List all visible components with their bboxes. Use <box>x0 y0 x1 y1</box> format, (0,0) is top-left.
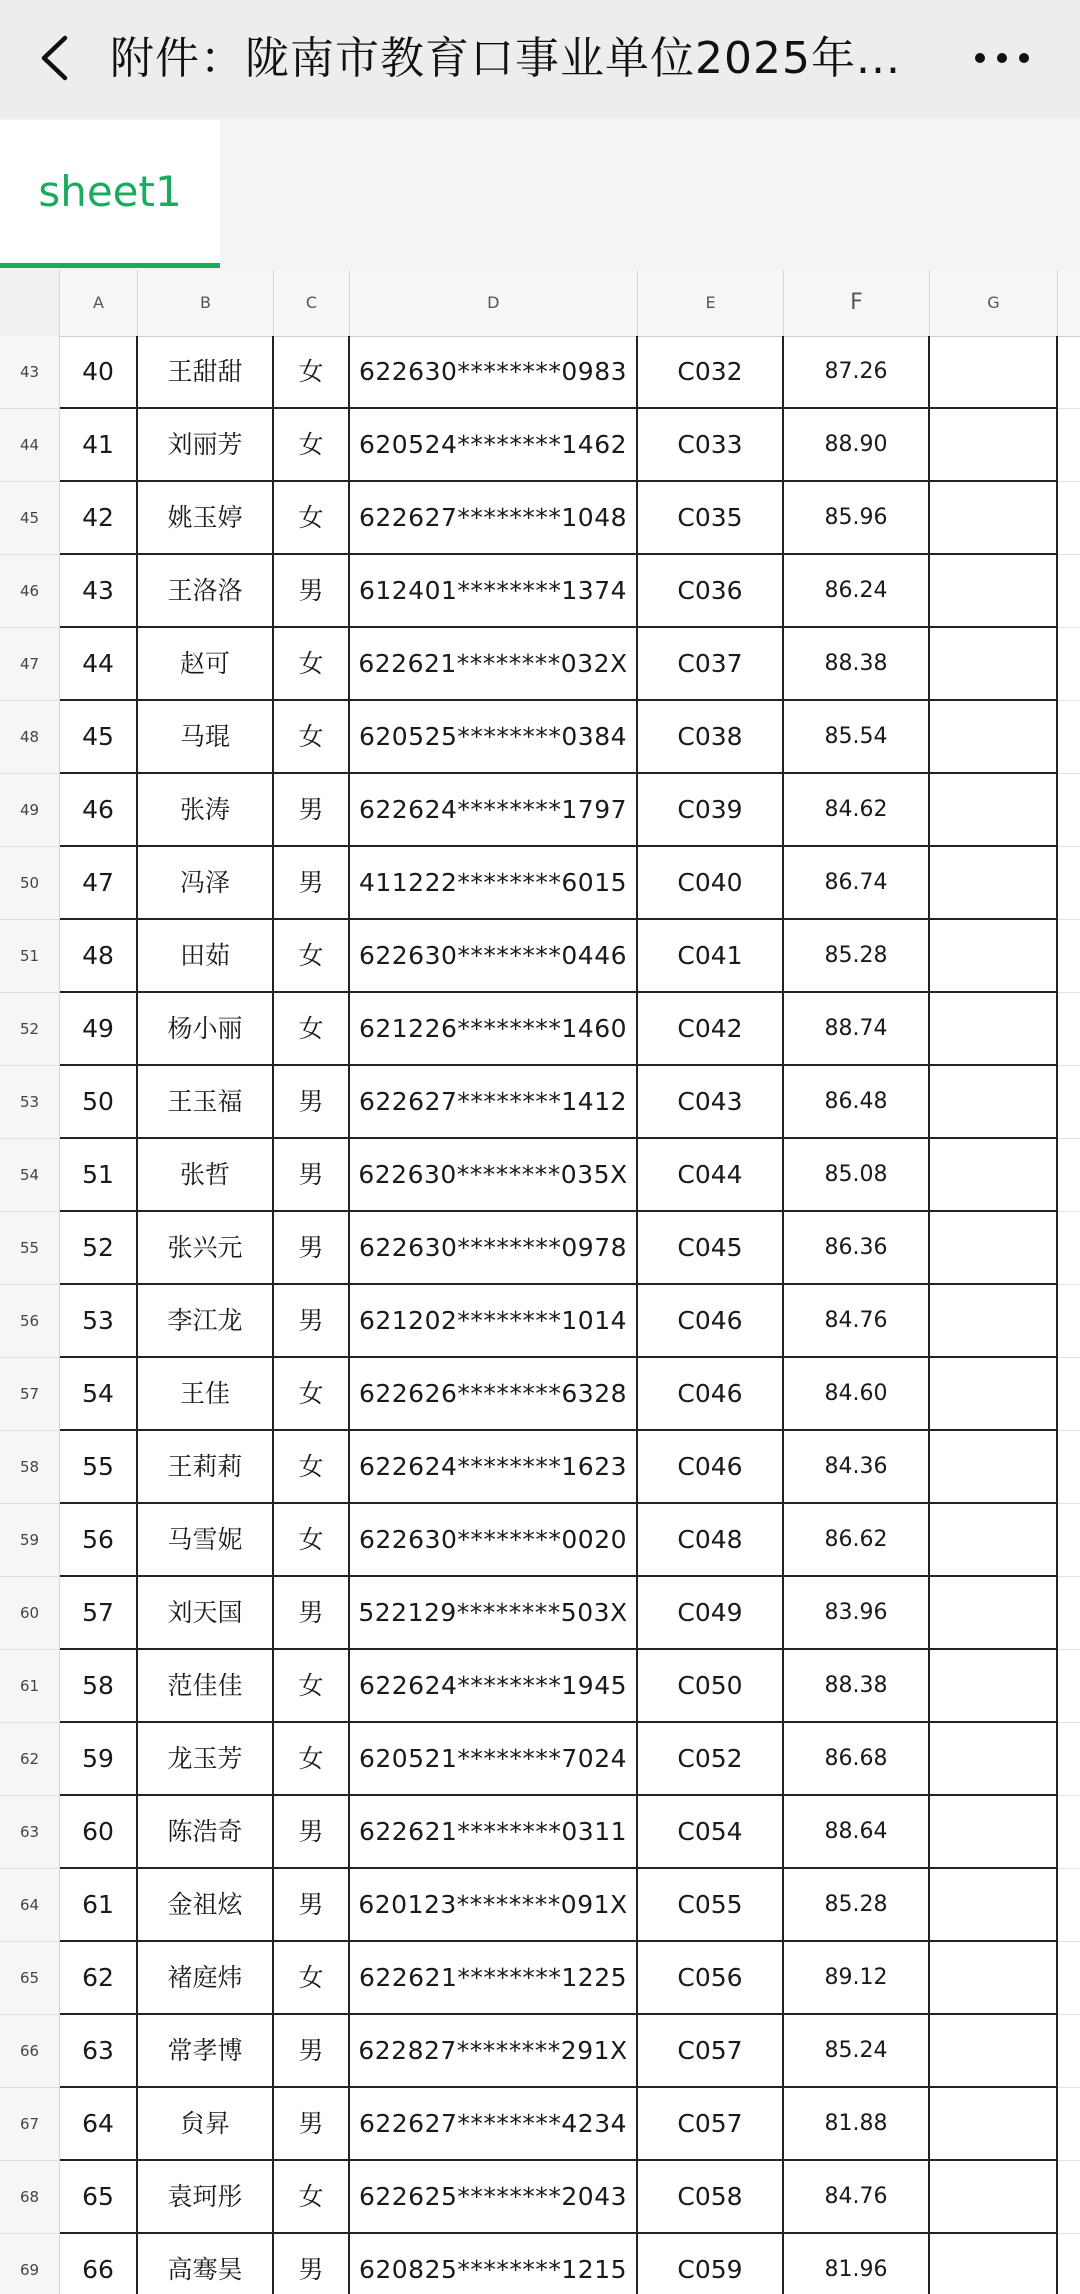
cell-b[interactable]: 陈浩奇 <box>138 1796 274 1869</box>
cell-d[interactable]: 622624********1945 <box>350 1650 638 1723</box>
row-number[interactable]: 43 <box>0 336 60 409</box>
cell-c[interactable]: 男 <box>274 2088 350 2161</box>
table-row[interactable] <box>0 1358 1080 1431</box>
tab-sheet1-label: sheet1 <box>38 167 182 216</box>
cell-g[interactable] <box>930 1504 1058 1577</box>
row-number[interactable]: 57 <box>0 1358 60 1431</box>
cell-g[interactable] <box>930 2234 1058 2294</box>
cell-f[interactable]: 84.76 <box>784 1285 930 1358</box>
table-row[interactable] <box>0 1650 1080 1723</box>
row-number[interactable]: 47 <box>0 628 60 701</box>
cell-g[interactable] <box>930 920 1058 993</box>
cell-e[interactable]: C041 <box>638 920 784 993</box>
cell-a[interactable]: 54 <box>60 1358 138 1431</box>
cell-e[interactable]: C046 <box>638 1285 784 1358</box>
column-header-c[interactable]: C <box>274 270 350 336</box>
cell-g[interactable] <box>930 1796 1058 1869</box>
cell-h[interactable] <box>1058 1504 1080 1577</box>
cell-e[interactable]: C044 <box>638 1139 784 1212</box>
table-row[interactable] <box>0 1285 1080 1358</box>
cell-c[interactable]: 女 <box>274 482 350 555</box>
cell-a[interactable]: 61 <box>60 1869 138 1942</box>
cell-h[interactable] <box>1058 774 1080 847</box>
column-header-d[interactable]: D <box>350 270 638 336</box>
column-header-row <box>0 270 1080 337</box>
cell-f[interactable]: 88.38 <box>784 628 930 701</box>
cell-g[interactable] <box>930 993 1058 1066</box>
row-number[interactable]: 44 <box>0 409 60 482</box>
cell-f[interactable]: 87.26 <box>784 336 930 409</box>
cell-g[interactable] <box>930 1212 1058 1285</box>
row-number[interactable]: 50 <box>0 847 60 920</box>
cell-g[interactable] <box>930 701 1058 774</box>
row-number[interactable]: 59 <box>0 1504 60 1577</box>
cell-g[interactable] <box>930 1650 1058 1723</box>
cell-h[interactable] <box>1058 1285 1080 1358</box>
row-number[interactable]: 49 <box>0 774 60 847</box>
cell-b[interactable]: 褚庭炜 <box>138 1942 274 2015</box>
row-number[interactable]: 48 <box>0 701 60 774</box>
cell-e[interactable]: C043 <box>638 1066 784 1139</box>
cell-a[interactable]: 60 <box>60 1796 138 1869</box>
row-number[interactable]: 52 <box>0 993 60 1066</box>
cell-f[interactable]: 85.28 <box>784 920 930 993</box>
cell-b[interactable]: 张哲 <box>138 1139 274 1212</box>
back-button[interactable] <box>28 30 80 86</box>
cell-f[interactable]: 88.64 <box>784 1796 930 1869</box>
cell-b[interactable]: 赵可 <box>138 628 274 701</box>
cell-a[interactable]: 51 <box>60 1139 138 1212</box>
cell-a[interactable]: 47 <box>60 847 138 920</box>
cell-f[interactable]: 83.96 <box>784 1577 930 1650</box>
cell-f[interactable]: 81.96 <box>784 2234 930 2294</box>
cell-h[interactable] <box>1058 1066 1080 1139</box>
cell-c[interactable]: 男 <box>274 1796 350 1869</box>
cell-c[interactable]: 男 <box>274 2015 350 2088</box>
cell-b[interactable]: 刘天国 <box>138 1577 274 1650</box>
cell-d[interactable]: 612401********1374 <box>350 555 638 628</box>
table-row[interactable] <box>0 1139 1080 1212</box>
cell-c[interactable]: 男 <box>274 555 350 628</box>
cell-e[interactable]: C045 <box>638 1212 784 1285</box>
cell-c[interactable]: 女 <box>274 1650 350 1723</box>
cell-c[interactable]: 男 <box>274 1212 350 1285</box>
cell-b[interactable]: 马琨 <box>138 701 274 774</box>
cell-f[interactable]: 81.88 <box>784 2088 930 2161</box>
cell-a[interactable]: 48 <box>60 920 138 993</box>
cell-d[interactable]: 522129********503X <box>350 1577 638 1650</box>
cell-g[interactable] <box>930 1723 1058 1796</box>
cell-h[interactable] <box>1058 1358 1080 1431</box>
cell-f[interactable]: 86.62 <box>784 1504 930 1577</box>
cell-b[interactable]: 张涛 <box>138 774 274 847</box>
cell-c[interactable]: 女 <box>274 1942 350 2015</box>
table-row[interactable] <box>0 701 1080 774</box>
cell-b[interactable]: 范佳佳 <box>138 1650 274 1723</box>
cell-h[interactable] <box>1058 993 1080 1066</box>
cell-e[interactable]: C038 <box>638 701 784 774</box>
cell-d[interactable]: 622627********1412 <box>350 1066 638 1139</box>
table-row[interactable] <box>0 1431 1080 1504</box>
cell-f[interactable]: 85.24 <box>784 2015 930 2088</box>
table-row[interactable] <box>0 2161 1080 2234</box>
row-number[interactable]: 58 <box>0 1431 60 1504</box>
row-number[interactable]: 51 <box>0 920 60 993</box>
cell-h[interactable] <box>1058 555 1080 628</box>
cell-e[interactable]: C048 <box>638 1504 784 1577</box>
row-number[interactable]: 53 <box>0 1066 60 1139</box>
more-horizontal-icon <box>974 52 1030 64</box>
cell-a[interactable]: 53 <box>60 1285 138 1358</box>
column-header-g[interactable]: G <box>930 270 1058 336</box>
row-number[interactable]: 69 <box>0 2234 60 2294</box>
table-row[interactable] <box>0 555 1080 628</box>
cell-f[interactable]: 88.90 <box>784 409 930 482</box>
cell-c[interactable]: 男 <box>274 1869 350 1942</box>
cell-b[interactable]: 李江龙 <box>138 1285 274 1358</box>
cell-b[interactable]: 王莉莉 <box>138 1431 274 1504</box>
cell-b[interactable]: 田茹 <box>138 920 274 993</box>
cell-d[interactable]: 622627********1048 <box>350 482 638 555</box>
cell-d[interactable]: 620525********0384 <box>350 701 638 774</box>
cell-h[interactable] <box>1058 920 1080 993</box>
cell-e[interactable]: C033 <box>638 409 784 482</box>
table-row[interactable] <box>0 847 1080 920</box>
cell-a[interactable]: 62 <box>60 1942 138 2015</box>
cell-g[interactable] <box>930 2015 1058 2088</box>
cell-h[interactable] <box>1058 2015 1080 2088</box>
cell-d[interactable]: 622627********4234 <box>350 2088 638 2161</box>
cell-b[interactable]: 金祖炫 <box>138 1869 274 1942</box>
cell-b[interactable]: 高骞昊 <box>138 2234 274 2294</box>
cell-h[interactable] <box>1058 336 1080 409</box>
cell-g[interactable] <box>930 409 1058 482</box>
cell-e[interactable]: C054 <box>638 1796 784 1869</box>
cell-h[interactable] <box>1058 1139 1080 1212</box>
row-number[interactable]: 63 <box>0 1796 60 1869</box>
cell-d[interactable]: 621226********1460 <box>350 993 638 1066</box>
spreadsheet-grid[interactable] <box>0 270 1080 2294</box>
cell-a[interactable]: 56 <box>60 1504 138 1577</box>
cell-d[interactable]: 622630********0446 <box>350 920 638 993</box>
cell-e[interactable]: C058 <box>638 2161 784 2234</box>
cell-a[interactable]: 58 <box>60 1650 138 1723</box>
cell-g[interactable] <box>930 2088 1058 2161</box>
cell-e[interactable]: C035 <box>638 482 784 555</box>
cell-d[interactable]: 621202********1014 <box>350 1285 638 1358</box>
cell-f[interactable]: 86.24 <box>784 555 930 628</box>
cell-a[interactable]: 42 <box>60 482 138 555</box>
cell-f[interactable]: 86.48 <box>784 1066 930 1139</box>
table-row[interactable] <box>0 2088 1080 2161</box>
table-row[interactable] <box>0 482 1080 555</box>
cell-c[interactable]: 男 <box>274 1285 350 1358</box>
cell-a[interactable]: 43 <box>60 555 138 628</box>
cell-e[interactable]: C057 <box>638 2015 784 2088</box>
row-number[interactable]: 62 <box>0 1723 60 1796</box>
cell-b[interactable]: 刘丽芳 <box>138 409 274 482</box>
cell-d[interactable]: 622630********0020 <box>350 1504 638 1577</box>
cell-a[interactable]: 40 <box>60 336 138 409</box>
cell-b[interactable]: 贠昇 <box>138 2088 274 2161</box>
cell-g[interactable] <box>930 336 1058 409</box>
table-row[interactable] <box>0 993 1080 1066</box>
cell-f[interactable]: 88.38 <box>784 1650 930 1723</box>
sheet-tab-strip <box>0 118 1080 270</box>
cell-a[interactable]: 46 <box>60 774 138 847</box>
cell-a[interactable]: 55 <box>60 1431 138 1504</box>
cell-c[interactable]: 男 <box>274 774 350 847</box>
cell-h[interactable] <box>1058 1431 1080 1504</box>
cell-g[interactable] <box>930 482 1058 555</box>
cell-b[interactable]: 王甜甜 <box>138 336 274 409</box>
more-options-button[interactable] <box>962 30 1042 86</box>
cell-b[interactable]: 袁珂彤 <box>138 2161 274 2234</box>
row-number[interactable]: 67 <box>0 2088 60 2161</box>
row-number[interactable]: 65 <box>0 1942 60 2015</box>
row-number[interactable]: 54 <box>0 1139 60 1212</box>
cell-a[interactable]: 59 <box>60 1723 138 1796</box>
cell-h[interactable] <box>1058 1869 1080 1942</box>
cell-f[interactable]: 84.60 <box>784 1358 930 1431</box>
cell-e[interactable]: C057 <box>638 2088 784 2161</box>
cell-b[interactable]: 马雪妮 <box>138 1504 274 1577</box>
table-row[interactable] <box>0 2015 1080 2088</box>
cell-d[interactable]: 622626********6328 <box>350 1358 638 1431</box>
cell-h[interactable] <box>1058 847 1080 920</box>
row-number[interactable]: 60 <box>0 1577 60 1650</box>
cell-h[interactable] <box>1058 628 1080 701</box>
chevron-left-icon <box>39 35 69 81</box>
cell-d[interactable]: 622621********1225 <box>350 1942 638 2015</box>
cell-d[interactable]: 622625********2043 <box>350 2161 638 2234</box>
cell-g[interactable] <box>930 555 1058 628</box>
row-number[interactable]: 61 <box>0 1650 60 1723</box>
tab-sheet1[interactable] <box>0 120 220 268</box>
cell-f[interactable]: 84.36 <box>784 1431 930 1504</box>
cell-g[interactable] <box>930 1139 1058 1212</box>
cell-d[interactable]: 622630********0978 <box>350 1212 638 1285</box>
cell-a[interactable]: 57 <box>60 1577 138 1650</box>
cell-g[interactable] <box>930 1869 1058 1942</box>
row-number[interactable]: 46 <box>0 555 60 628</box>
cell-f[interactable]: 86.68 <box>784 1723 930 1796</box>
cell-f[interactable]: 84.62 <box>784 774 930 847</box>
cell-b[interactable]: 冯泽 <box>138 847 274 920</box>
cell-e[interactable]: C039 <box>638 774 784 847</box>
cell-c[interactable]: 女 <box>274 336 350 409</box>
cell-g[interactable] <box>930 774 1058 847</box>
cell-a[interactable]: 41 <box>60 409 138 482</box>
cell-e[interactable]: C056 <box>638 1942 784 2015</box>
table-row[interactable] <box>0 774 1080 847</box>
table-row[interactable] <box>0 1796 1080 1869</box>
table-row[interactable] <box>0 1869 1080 1942</box>
cell-c[interactable]: 男 <box>274 847 350 920</box>
cell-g[interactable] <box>930 1942 1058 2015</box>
cell-c[interactable]: 女 <box>274 1431 350 1504</box>
cell-d[interactable]: 622624********1797 <box>350 774 638 847</box>
cell-f[interactable]: 85.28 <box>784 1869 930 1942</box>
cell-a[interactable]: 63 <box>60 2015 138 2088</box>
cell-c[interactable]: 男 <box>274 1139 350 1212</box>
cell-c[interactable]: 女 <box>274 1723 350 1796</box>
table-row[interactable] <box>0 2234 1080 2294</box>
column-header-e[interactable]: E <box>638 270 784 336</box>
cell-b[interactable]: 常孝博 <box>138 2015 274 2088</box>
column-header-a[interactable]: A <box>60 270 138 336</box>
cell-e[interactable]: C032 <box>638 336 784 409</box>
cell-c[interactable]: 女 <box>274 2161 350 2234</box>
cell-f[interactable]: 88.74 <box>784 993 930 1066</box>
top-navigation-bar <box>0 0 1080 118</box>
cell-e[interactable]: C050 <box>638 1650 784 1723</box>
cell-d[interactable]: 622827********291X <box>350 2015 638 2088</box>
cell-d[interactable]: 622621********0311 <box>350 1796 638 1869</box>
cell-a[interactable]: 64 <box>60 2088 138 2161</box>
table-row[interactable] <box>0 1723 1080 1796</box>
cell-e[interactable]: C036 <box>638 555 784 628</box>
cell-h[interactable] <box>1058 2161 1080 2234</box>
cell-d[interactable]: 622630********0983 <box>350 336 638 409</box>
column-header-b[interactable]: B <box>138 270 274 336</box>
cell-h[interactable] <box>1058 701 1080 774</box>
cell-d[interactable]: 620521********7024 <box>350 1723 638 1796</box>
cell-e[interactable]: C055 <box>638 1869 784 1942</box>
cell-e[interactable]: C049 <box>638 1577 784 1650</box>
table-row[interactable] <box>0 1212 1080 1285</box>
cell-c[interactable]: 女 <box>274 628 350 701</box>
cell-g[interactable] <box>930 1431 1058 1504</box>
cell-f[interactable]: 89.12 <box>784 1942 930 2015</box>
row-number[interactable]: 55 <box>0 1212 60 1285</box>
cell-c[interactable]: 女 <box>274 409 350 482</box>
cell-b[interactable]: 龙玉芳 <box>138 1723 274 1796</box>
select-all-corner[interactable] <box>0 270 60 336</box>
cell-a[interactable]: 65 <box>60 2161 138 2234</box>
cell-b[interactable]: 王佳 <box>138 1358 274 1431</box>
cell-a[interactable]: 45 <box>60 701 138 774</box>
cell-d[interactable]: 622621********032X <box>350 628 638 701</box>
cell-h[interactable] <box>1058 2088 1080 2161</box>
cell-d[interactable]: 622630********035X <box>350 1139 638 1212</box>
cell-h[interactable] <box>1058 1942 1080 2015</box>
cell-d[interactable]: 620524********1462 <box>350 409 638 482</box>
cell-h[interactable] <box>1058 1723 1080 1796</box>
cell-g[interactable] <box>930 1358 1058 1431</box>
cell-f[interactable]: 86.74 <box>784 847 930 920</box>
cell-e[interactable]: C040 <box>638 847 784 920</box>
cell-d[interactable]: 620123********091X <box>350 1869 638 1942</box>
table-row[interactable] <box>0 409 1080 482</box>
column-header-f[interactable]: F <box>784 270 930 336</box>
cell-b[interactable]: 张兴元 <box>138 1212 274 1285</box>
cell-c[interactable]: 男 <box>274 1066 350 1139</box>
cell-d[interactable]: 622624********1623 <box>350 1431 638 1504</box>
cell-d[interactable]: 411222********6015 <box>350 847 638 920</box>
cell-f[interactable]: 85.08 <box>784 1139 930 1212</box>
cell-f[interactable]: 85.54 <box>784 701 930 774</box>
cell-c[interactable]: 女 <box>274 701 350 774</box>
row-number[interactable]: 66 <box>0 2015 60 2088</box>
row-number[interactable]: 56 <box>0 1285 60 1358</box>
cell-e[interactable]: C052 <box>638 1723 784 1796</box>
cell-g[interactable] <box>930 1285 1058 1358</box>
cell-a[interactable]: 44 <box>60 628 138 701</box>
cell-h[interactable] <box>1058 409 1080 482</box>
cell-f[interactable]: 86.36 <box>784 1212 930 1285</box>
cell-h[interactable] <box>1058 1577 1080 1650</box>
table-row[interactable] <box>0 1504 1080 1577</box>
cell-e[interactable]: C042 <box>638 993 784 1066</box>
cell-e[interactable]: C046 <box>638 1431 784 1504</box>
table-row[interactable] <box>0 1942 1080 2015</box>
row-number[interactable]: 68 <box>0 2161 60 2234</box>
table-row[interactable] <box>0 628 1080 701</box>
cell-h[interactable] <box>1058 482 1080 555</box>
table-row[interactable] <box>0 920 1080 993</box>
cell-e[interactable]: C046 <box>638 1358 784 1431</box>
cell-g[interactable] <box>930 1066 1058 1139</box>
cell-e[interactable]: C059 <box>638 2234 784 2294</box>
cell-b[interactable]: 王洛洛 <box>138 555 274 628</box>
cell-b[interactable]: 杨小丽 <box>138 993 274 1066</box>
cell-c[interactable]: 女 <box>274 993 350 1066</box>
cell-c[interactable]: 女 <box>274 1504 350 1577</box>
cell-g[interactable] <box>930 2161 1058 2234</box>
cell-h[interactable] <box>1058 1796 1080 1869</box>
cell-e[interactable]: C037 <box>638 628 784 701</box>
cell-b[interactable]: 王玉福 <box>138 1066 274 1139</box>
cell-a[interactable]: 50 <box>60 1066 138 1139</box>
table-row[interactable] <box>0 336 1080 409</box>
row-number[interactable]: 45 <box>0 482 60 555</box>
cell-f[interactable]: 85.96 <box>784 482 930 555</box>
cell-g[interactable] <box>930 1577 1058 1650</box>
cell-d[interactable]: 620825********1215 <box>350 2234 638 2294</box>
cell-a[interactable]: 66 <box>60 2234 138 2294</box>
cell-h[interactable] <box>1058 1212 1080 1285</box>
cell-a[interactable]: 49 <box>60 993 138 1066</box>
cell-c[interactable]: 男 <box>274 1577 350 1650</box>
row-number[interactable]: 64 <box>0 1869 60 1942</box>
cell-g[interactable] <box>930 847 1058 920</box>
cell-c[interactable]: 男 <box>274 2234 350 2294</box>
cell-c[interactable]: 女 <box>274 920 350 993</box>
cell-h[interactable] <box>1058 2234 1080 2294</box>
cell-b[interactable]: 姚玉婷 <box>138 482 274 555</box>
cell-a[interactable]: 52 <box>60 1212 138 1285</box>
cell-c[interactable]: 女 <box>274 1358 350 1431</box>
cell-g[interactable] <box>930 628 1058 701</box>
page-title: 附件：陇南市教育口事业单位2025年... <box>110 33 901 84</box>
table-row[interactable] <box>0 1577 1080 1650</box>
table-row[interactable] <box>0 1066 1080 1139</box>
cell-h[interactable] <box>1058 1650 1080 1723</box>
cell-f[interactable]: 84.76 <box>784 2161 930 2234</box>
